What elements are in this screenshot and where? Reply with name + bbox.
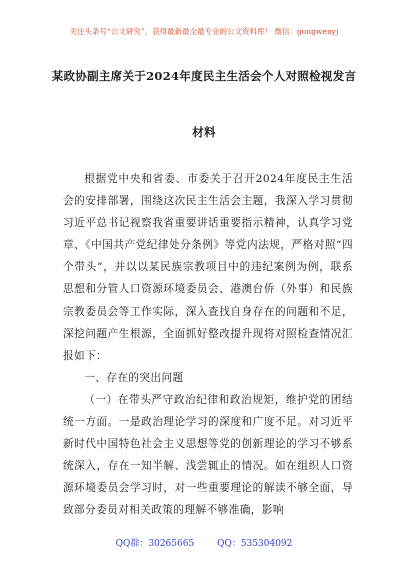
qq-group-text: QQ群：30265665 (115, 539, 195, 549)
section-heading: 一、存在的突出问题 (84, 371, 184, 384)
intro-paragraph: 根据党中央和省委、市委关于召开2024年度民主生活会的安排部署，围绕这次民主生活会主题，我深入学习贯彻习近平总书记视察我省重要讲话重要指示精神，认真学习党章、《中国共产党纪律处分条例》等党内法规，严格对照“四个带头”，并以以某民族宗教项目中的违纪案例为例，联系思想和分管人口资源环境委员会、港澳台侨（外事）和民族宗教委员会等工作实际，深入查找自身存在的问题和不足，深挖问题产生根源，全面抓好整改提升现将对照检查情况汇报如下： (63, 173, 353, 362)
qq-contact-text: QQ：535304092 (217, 539, 293, 549)
contact-footer (0, 536, 408, 549)
document-title: 某政协副主席关于2024年度民主生活会个人对照检视发言 (51, 69, 357, 83)
document-title-continued: 材料 (192, 125, 216, 139)
document-body (63, 168, 353, 522)
body-paragraph: （一）在带头严守政治纪律和政治规矩，维护党的团结统一方面。一是政治理论学习的深度和广度不足。对习近平新时代中国特色社会主义思想等党的创新理论的学习不够系统深入，存在一知半解、浅尝辄止的情况。如在组织人口资源环境委员会学习时，对一些重要理论的解读不够全面，导致部分委员对相关政策的理解不够准确，影响 (63, 393, 353, 517)
promo-banner: 关注头条号“公文研究”，获得最新最全最专业的公文资料库！ 微信：gongwenyj (69, 27, 339, 36)
